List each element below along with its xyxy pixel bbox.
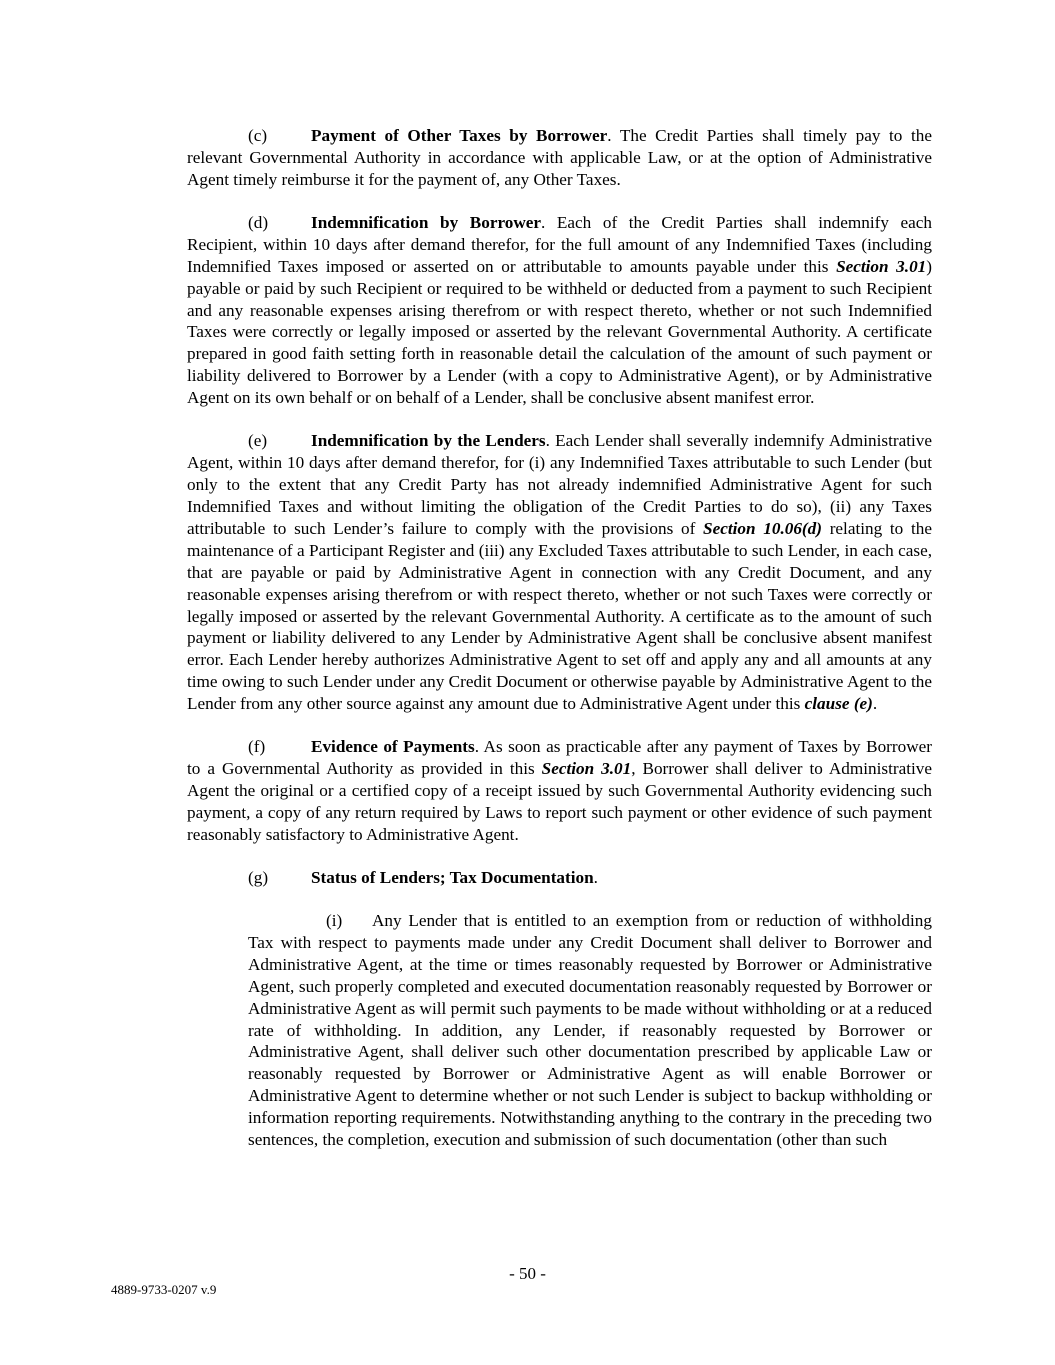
page-number: - 50 -	[509, 1264, 546, 1283]
document-body	[187, 125, 932, 1172]
cross-reference: Section 3.01	[541, 759, 632, 779]
paragraph-text: . As soon as practicable after any payment of Taxes by Borrower to a Governmental Authority as provided in this	[187, 737, 932, 779]
section-heading: Indemnification by Borrower	[311, 212, 542, 232]
paragraph-label: (e)	[248, 431, 268, 451]
paragraph-f	[187, 736, 932, 846]
paragraph-text: . Each Lender shall severally indemnify Administrative Agent, within 10 days after demand therefor, for (i) any Indemnified Taxes attributable to such Lender (but only to the extent that any Credit Party has not already indemnified Administrative Agent for such Indemnified Taxes and without limiting the obligation of the Credit Parties to do so), (ii) any Taxes attributable to such Lender’s failure to comply with the provisions of	[187, 431, 932, 538]
paragraph-text: . The Credit Parties shall timely pay to the relevant Governmental Authority in accordance with applicable Law, or at the option of Administrative Agent timely reimburse it for the payment of, any Other Taxes.	[187, 126, 932, 189]
paragraph-i	[248, 910, 932, 1151]
paragraph-label: (d)	[248, 212, 269, 232]
paragraph-c	[187, 125, 932, 191]
paragraph-text: .	[872, 694, 878, 714]
paragraph-d	[187, 212, 932, 409]
paragraph-text: ) payable or paid by such Recipient or required to be withheld or deducted from a payment to such Recipient and any reasonable expenses arising therefrom or with respect thereto, whether or not such Indemnified Taxes were correctly or legally imposed or asserted by the relevant Governmental Authority. A certificate prepared in good faith setting forth in reasonable detail the calculation of the amount of such payment or liability delivered to Borrower by a Lender (with a copy to Administrative Agent), or by Administrative Agent on its own behalf or on behalf of a Lender, shall be conclusive absent manifest error.	[187, 256, 932, 408]
paragraph-text: Any Lender that is entitled to an exemption from or reduction of withholding Tax with respect to payments made under any Credit Document shall deliver to Borrower and Administrative Agent, at the time or times reasonably requested by Borrower or Administrative Agent, such properly completed and executed documentation reasonably requested by Borrower or Administrative Agent as will permit such payments to be made without withholding or at a reduced rate of withholding. In addition, any Lender, if reasonably requested by Borrower or Administrative Agent, shall deliver such other documentation prescribed by applicable Law or reasonably requested by Borrower or Administrative Agent as will enable Borrower or Administrative Agent to determine whether or not such Lender is subject to backup withholding or information reporting requirements. Notwithstanding anything to the contrary in the preceding two sentences, the completion, execution and submission of such documentation (other than such	[248, 911, 932, 1150]
cross-reference: Section 3.01	[836, 256, 927, 276]
paragraph-label: (i)	[326, 911, 343, 931]
paragraph-text: . Each of the Credit Parties shall indemnify each Recipient, within 10 days after demand therefor, for the full amount of any Indemnified Taxes (including Indemnified Taxes imposed or asserted on or attributable to amounts payable under this	[187, 212, 932, 276]
cross-reference: Section 10.06(d)	[703, 518, 822, 538]
paragraph-label: (g)	[248, 867, 269, 887]
paragraph-g	[187, 867, 932, 889]
paragraph-text: , Borrower shall deliver to Administrative Agent the original or a certified copy of a receipt issued by such Governmental Authority evidencing such payment, a copy of any return required by Laws to report such payment or other evidence of such payment reasonably satisfactory to Administrative Agent.	[187, 759, 932, 844]
section-heading: Indemnification by the Lenders	[311, 431, 546, 451]
cross-reference: clause (e)	[804, 694, 873, 714]
paragraph-e	[187, 430, 932, 715]
paragraph-text: .	[593, 867, 598, 887]
paragraph-label: (c)	[248, 126, 268, 145]
paragraph-label: (f)	[248, 737, 266, 757]
section-heading: Evidence of Payments	[311, 737, 475, 757]
document-id: 4889-9733-0207 v.9	[111, 1282, 217, 1297]
section-heading: Status of Lenders; Tax Documentation	[311, 867, 594, 887]
section-heading: Payment of Other Taxes by Borrower	[311, 126, 608, 145]
paragraph-text: relating to the maintenance of a Participant Register and (iii) any Excluded Taxes attributable to such Lender, in each case, that are payable or paid by Administrative Agent in connection with any Credit Document, and any reasonable expenses arising therefrom or with respect thereto, whether or not such Taxes were correctly or legally imposed or asserted by the relevant Governmental Authority. A certificate as to the amount of such payment or liability delivered to any Lender by Administrative Agent shall be conclusive absent manifest error. Each Lender hereby authorizes Administrative Agent to set off and apply any and all amounts at any time owing to such Lender under any Credit Document or otherwise payable by Administrative Agent to the Lender from any other source against any amount due to Administrative Agent under this	[187, 518, 932, 714]
